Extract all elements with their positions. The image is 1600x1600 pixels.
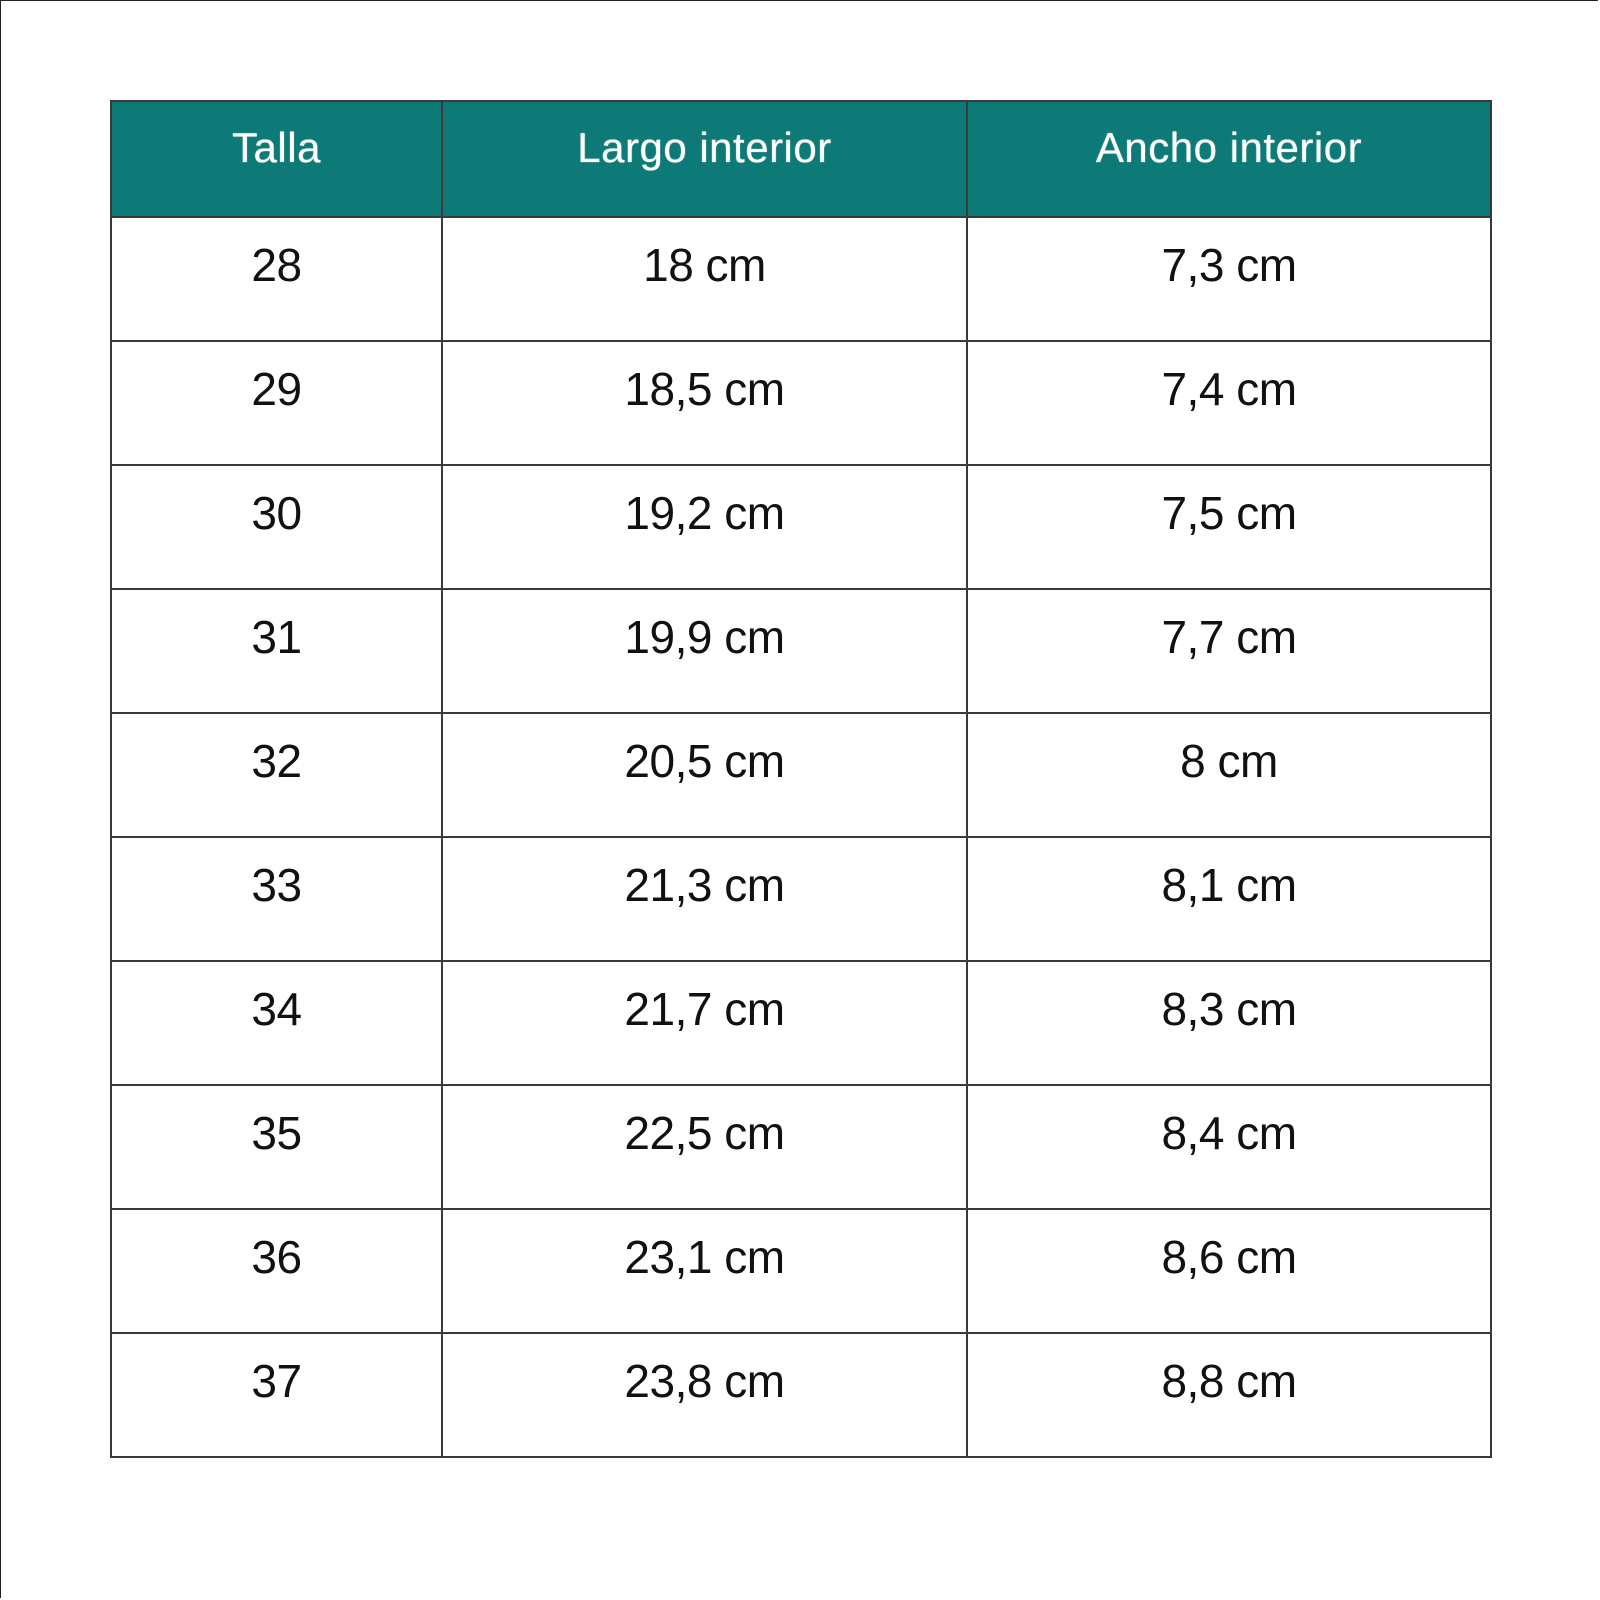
cell-talla: 36 [111,1209,442,1333]
cell-ancho: 8 cm [967,713,1491,837]
cell-talla: 30 [111,465,442,589]
cell-largo: 23,1 cm [442,1209,967,1333]
table-row [111,1209,1491,1333]
cell-ancho: 7,7 cm [967,589,1491,713]
cell-largo: 21,3 cm [442,837,967,961]
cell-ancho: 8,6 cm [967,1209,1491,1333]
table-row [111,217,1491,341]
table-row [111,961,1491,1085]
header-largo-interior: Largo interior [442,101,967,217]
cell-talla: 35 [111,1085,442,1209]
cell-largo: 23,8 cm [442,1333,967,1457]
cell-largo: 20,5 cm [442,713,967,837]
cell-ancho: 7,4 cm [967,341,1491,465]
cell-talla: 33 [111,837,442,961]
cell-largo: 18,5 cm [442,341,967,465]
cell-talla: 29 [111,341,442,465]
header-talla: Talla [111,101,442,217]
cell-ancho: 8,8 cm [967,1333,1491,1457]
table-body [111,217,1491,1457]
cell-talla: 31 [111,589,442,713]
table-row [111,1085,1491,1209]
cell-largo: 21,7 cm [442,961,967,1085]
table-row [111,465,1491,589]
cell-talla: 37 [111,1333,442,1457]
cell-largo: 22,5 cm [442,1085,967,1209]
cell-ancho: 7,5 cm [967,465,1491,589]
cell-ancho: 7,3 cm [967,217,1491,341]
table-row [111,1333,1491,1457]
cell-largo: 19,2 cm [442,465,967,589]
header-row [111,101,1491,217]
cell-ancho: 8,1 cm [967,837,1491,961]
table-row [111,713,1491,837]
table-header [111,101,1491,217]
cell-talla: 28 [111,217,442,341]
cell-talla: 34 [111,961,442,1085]
header-ancho-interior: Ancho interior [967,101,1491,217]
size-chart-table [110,100,1492,1458]
table-row [111,341,1491,465]
table-row [111,837,1491,961]
cell-talla: 32 [111,713,442,837]
cell-largo: 18 cm [442,217,967,341]
table-row [111,589,1491,713]
cell-ancho: 8,3 cm [967,961,1491,1085]
cell-ancho: 8,4 cm [967,1085,1491,1209]
cell-largo: 19,9 cm [442,589,967,713]
